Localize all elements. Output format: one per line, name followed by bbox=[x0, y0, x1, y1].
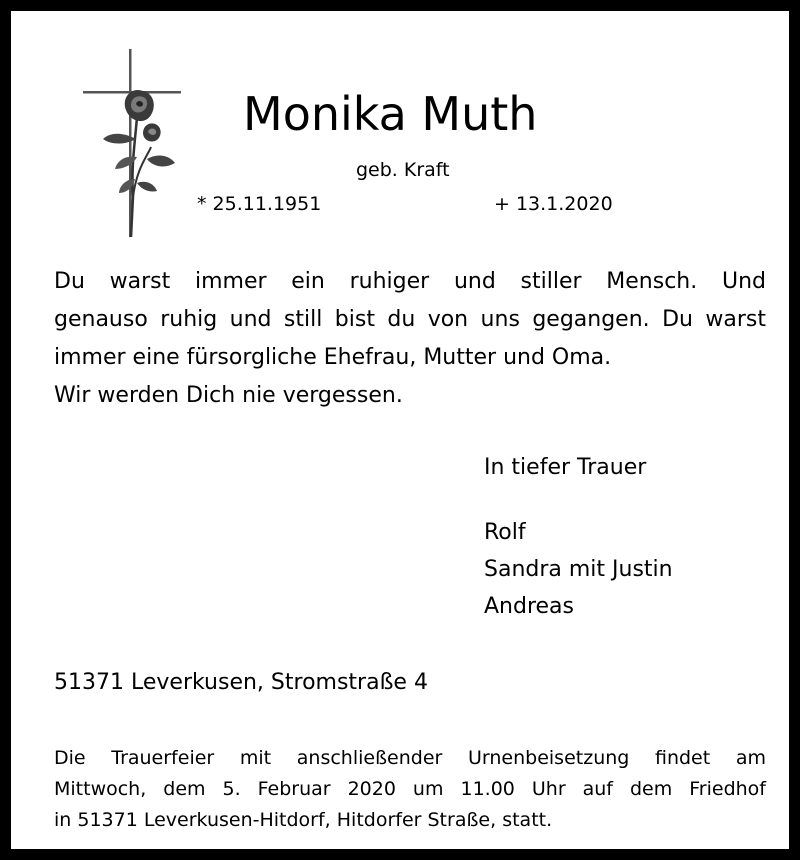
verse-line: Du warst immer ein ruhiger und stiller Mensch. Und bbox=[54, 269, 766, 294]
mourning-phrase: In tiefer Trauer bbox=[484, 455, 647, 480]
memorial-verse bbox=[54, 263, 766, 415]
family-member: Rolf bbox=[484, 520, 526, 545]
family-member: Andreas bbox=[484, 594, 574, 619]
maiden-name: geb. Kraft bbox=[356, 159, 450, 181]
family-address: 51371 Leverkusen, Stromstraße 4 bbox=[54, 670, 428, 695]
verse-line: genauso ruhig und still bist du von uns gegangen. Du warst bbox=[54, 307, 766, 332]
verse-line: immer eine fürsorgliche Ehefrau, Mutter und Oma. bbox=[54, 345, 612, 370]
notice-line: Die Trauerfeier mit anschließender Urnenbeisetzung findet am bbox=[54, 747, 766, 769]
funeral-notice bbox=[54, 743, 766, 836]
birth-date: * 25.11.1951 bbox=[197, 193, 322, 215]
notice-line: Mittwoch, dem 5. Februar 2020 um 11.00 Uhr auf dem Friedhof bbox=[54, 778, 766, 800]
notice-line: in 51371 Leverkusen-Hitdorf, Hitdorfer Straße, statt. bbox=[54, 809, 553, 831]
cross-with-rose-icon bbox=[81, 47, 185, 239]
family-list bbox=[484, 514, 673, 625]
death-date: + 13.1.2020 bbox=[494, 193, 613, 215]
deceased-name: Monika Muth bbox=[243, 87, 538, 141]
family-member: Sandra mit Justin bbox=[484, 557, 673, 582]
verse-line: Wir werden Dich nie vergessen. bbox=[54, 383, 403, 408]
